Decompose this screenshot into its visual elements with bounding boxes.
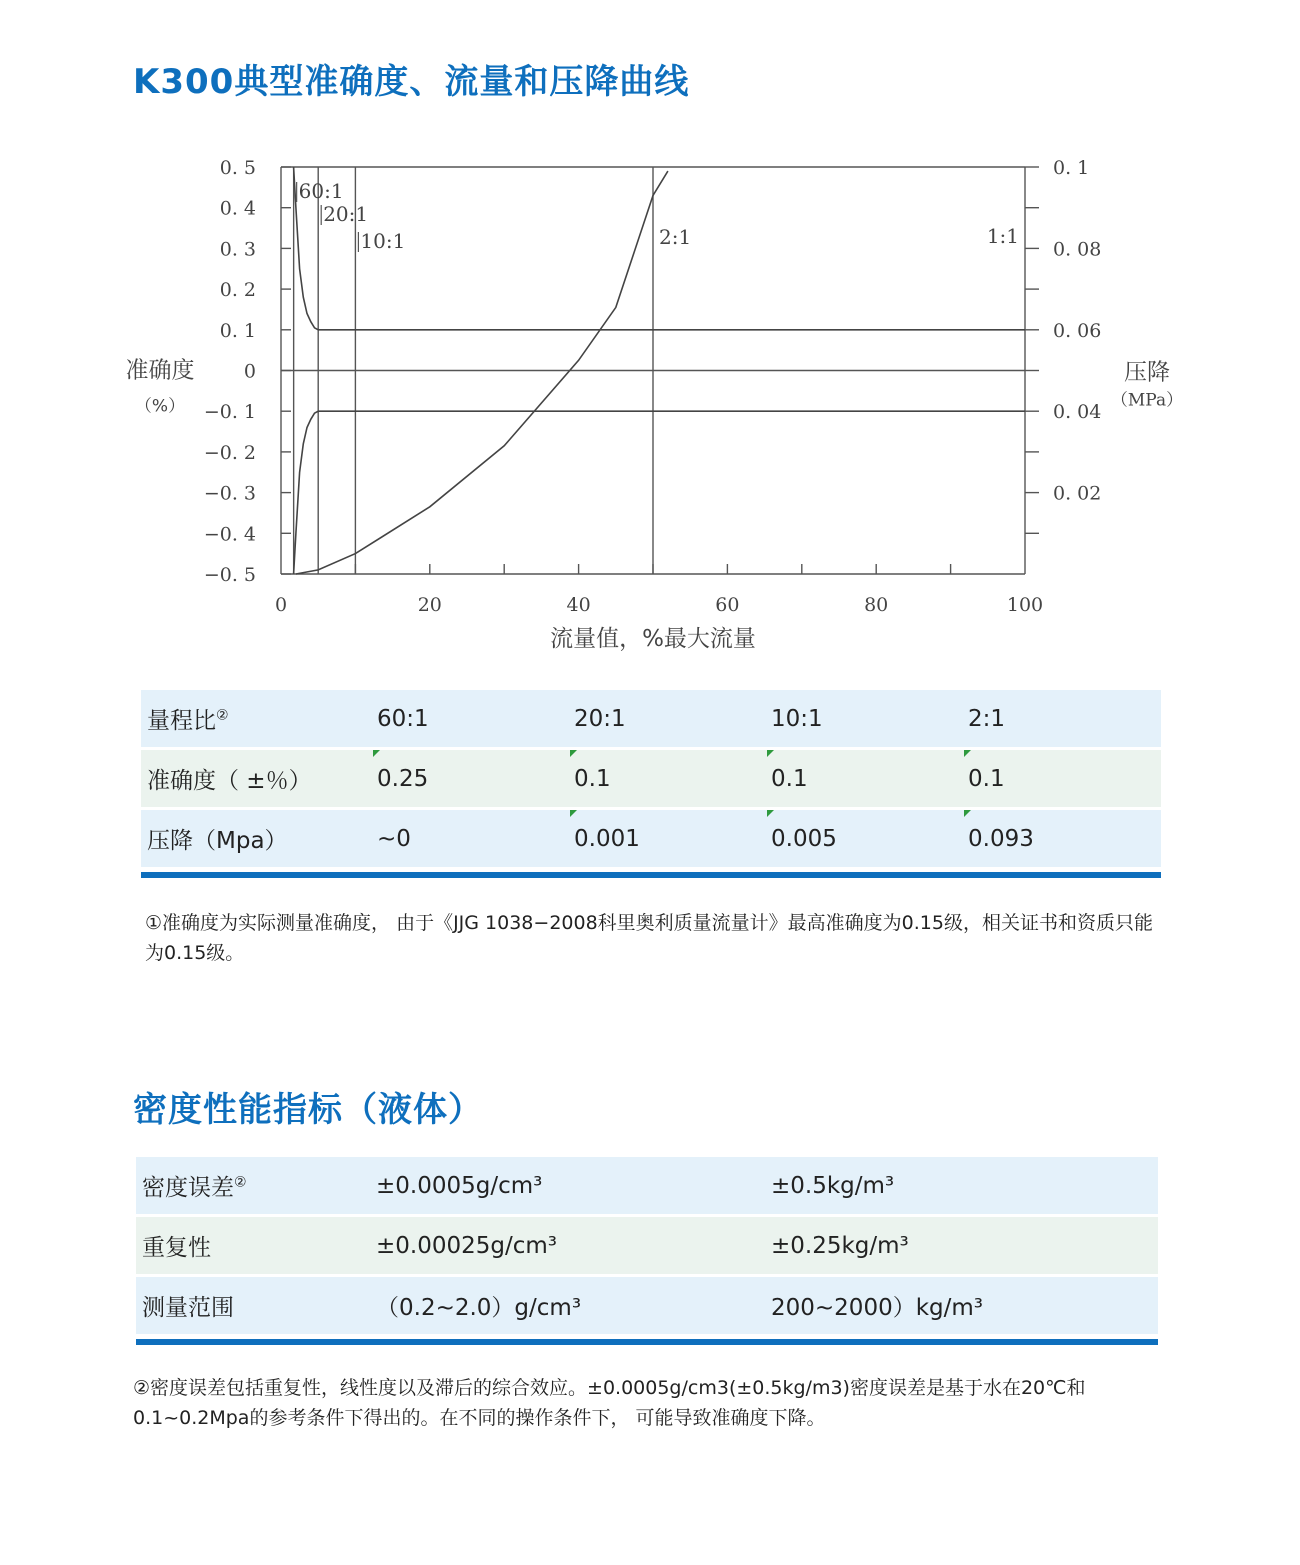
x-tick-label: 80 [864,594,889,616]
cell: 60:1 [371,690,568,747]
x-tick-label: 20 [417,594,442,616]
footnote-1: ①准确度为实际测量准确度， 由于《JJG 1038−2008科里奥利质量流量计》最高准确度为0.15级，相关证书和资质只能为0.15级。 [145,912,1153,964]
y-right-axis-title: 压降 [1124,359,1170,386]
cell-marker-icon [373,750,380,757]
x-axis-title: 流量值，%最大流量 [550,626,756,652]
pressure-drop-curve [296,171,668,574]
y-left-tick-label: 0. 2 [219,279,256,302]
y-right-tick-label: 0. 02 [1053,482,1102,505]
y-right-tick-label: 0. 04 [1053,401,1102,424]
accuracy-table [141,687,1161,870]
y-left-tick-label: 0 [243,360,256,383]
table-row [136,1157,1158,1214]
cell: ±0.5kg/m³ [765,1157,1158,1214]
x-tick-label: 100 [1006,594,1044,616]
section1-title: K300典型准确度、流量和压降曲线 [133,62,690,102]
ratio-label: 10:1 [360,229,406,253]
x-tick-label: 0 [274,594,288,616]
y-left-tick-label: −0. 5 [203,564,256,586]
y-right-axis-unit: （MPa） [1110,390,1184,411]
cell: 0.093 [962,810,1161,867]
cell: 0.25 [371,750,568,807]
table-row [141,810,1161,867]
footnote-2: ②密度误差包括重复性，线性度以及滞后的综合效应。±0.0005g/cm3(±0.5kg/m3)密度误差是基于水在20℃和0.1~0.2Mpa的参考条件下得出的。在不同的操作条件下， 可能导致准确度下降。 [133,1377,1086,1429]
cell: ~0 [371,810,568,867]
cell: 0.1 [568,750,765,807]
cell: 20:1 [568,690,765,747]
cell: 0.005 [765,810,962,867]
cell: 10:1 [765,690,962,747]
cell: （0.2~2.0）g/cm³ [370,1277,765,1334]
density-table [136,1154,1158,1337]
row-label-range-ratio: 量程比② [141,690,371,747]
y-left-axis-unit: （%） [134,396,186,417]
y-left-axis-title: 准确度 [125,357,195,384]
cell-marker-icon [767,750,774,757]
section2-title: 密度性能指标（液体） [133,1090,483,1130]
x-tick-label: 60 [715,594,740,616]
row-label-pressure-drop: 压降（Mpa） [141,810,371,867]
table-row [136,1277,1158,1334]
ratio-label: 20:1 [323,202,369,226]
cell: ±0.0005g/cm³ [370,1157,765,1214]
cell: ±0.00025g/cm³ [370,1217,765,1274]
y-right-tick-label: 0. 1 [1053,157,1090,179]
row-label-measuring-range: 测量范围 [136,1277,370,1334]
ratio-label: 1:1 [986,224,1019,248]
y-left-tick-label: −0. 4 [203,523,256,546]
x-tick-label: 40 [566,594,591,616]
cell: 200~2000）kg/m³ [765,1277,1158,1334]
cell: ±0.25kg/m³ [765,1217,1158,1274]
table-row [141,690,1161,747]
y-right-tick-label: 0. 06 [1053,319,1102,342]
y-left-tick-label: 0. 3 [219,238,256,261]
cell-marker-icon [964,750,971,757]
table-row [136,1217,1158,1274]
row-label-accuracy: 准确度（ ±％） [141,750,371,807]
cell: 0.1 [962,750,1161,807]
ratio-label: 2:1 [659,225,692,249]
y-left-tick-label: −0. 1 [203,401,256,424]
cell: 0.1 [765,750,962,807]
cell: 0.001 [568,810,765,867]
table-bottom-rule [136,1339,1158,1345]
cell-marker-icon [964,810,971,817]
accuracy-lower-curve [294,411,1025,574]
y-left-tick-label: 0. 5 [219,157,256,179]
ratio-label: 60:1 [298,179,344,203]
y-right-tick-label: 0. 08 [1053,238,1102,261]
cell: 2:1 [962,690,1161,747]
y-left-tick-label: 0. 4 [219,197,256,220]
y-left-tick-label: −0. 2 [203,441,256,464]
row-label-repeatability: 重复性 [136,1217,370,1274]
cell-marker-icon [570,750,577,757]
accuracy-pressure-chart [100,140,1200,670]
y-left-tick-label: 0. 1 [219,319,256,342]
row-label-density-error: 密度误差② [136,1157,370,1214]
table-row [141,750,1161,807]
cell-marker-icon [767,810,774,817]
cell-marker-icon [570,810,577,817]
y-left-tick-label: −0. 3 [203,482,256,505]
table-bottom-rule [141,872,1161,878]
